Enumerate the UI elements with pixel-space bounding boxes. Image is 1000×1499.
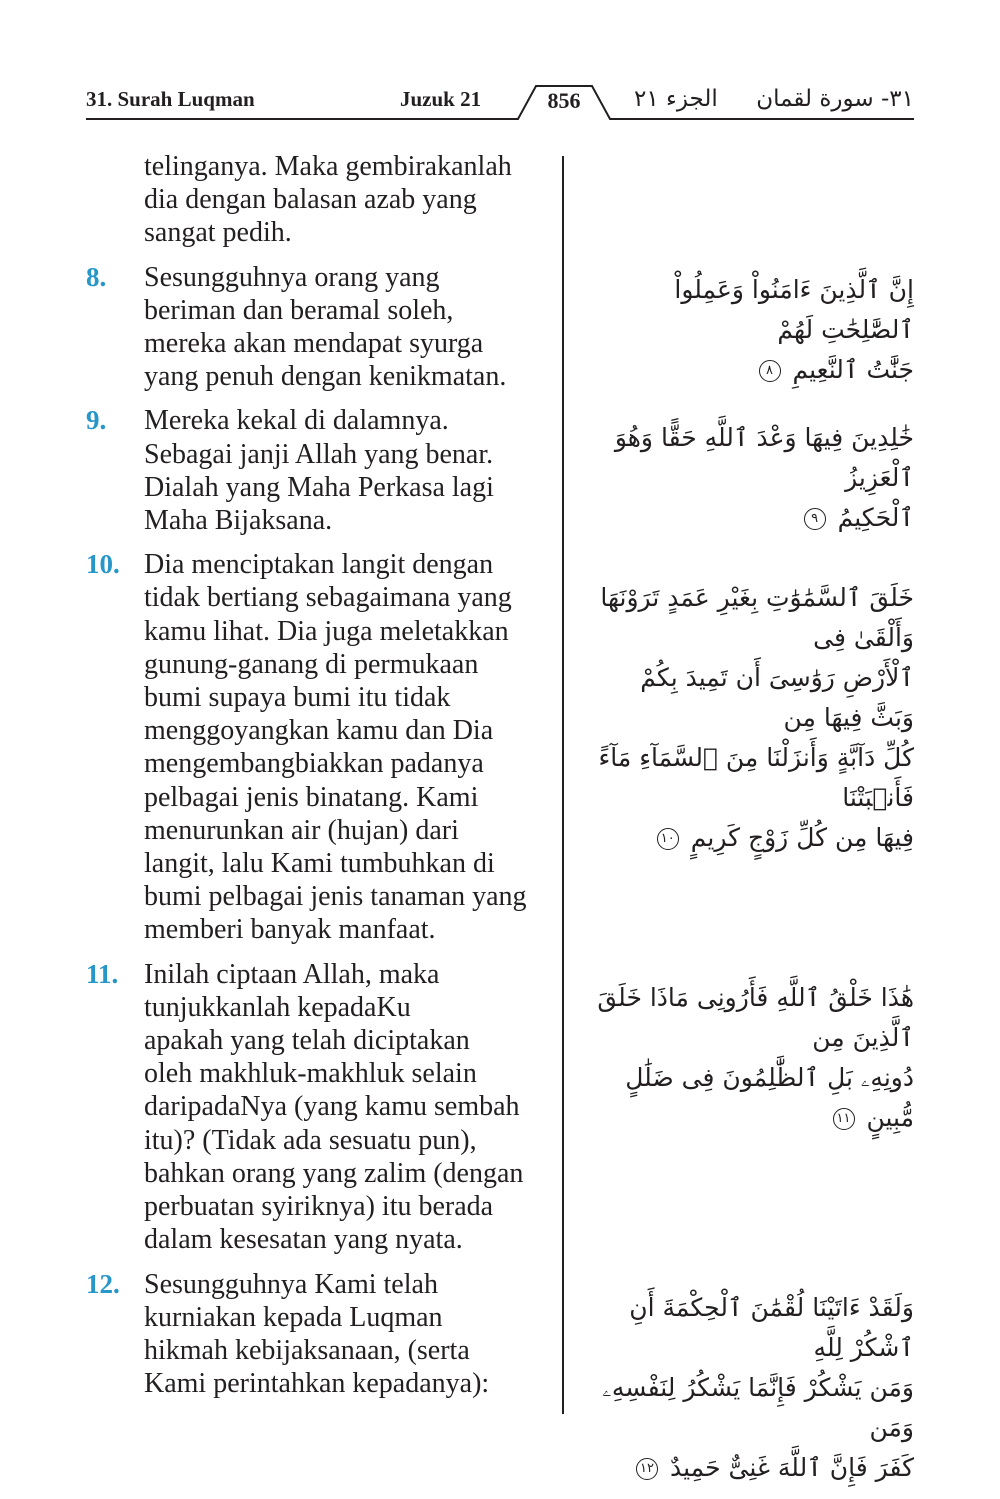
verse-9 [86, 404, 558, 537]
verse-8 [86, 261, 558, 394]
arabic-verse-11 [594, 978, 914, 1138]
header-juz-arabic: الجزء ٢١ [634, 86, 718, 112]
verse-translation: Dia menciptakan langit dengan tidak bertiang sebagaimana yang kamu lihat. Dia juga meletakkan gunung-ganang di permukaan bumi supaya bumi itu tidak menggoyangkan kamu dan Dia mengembangbiakkan padanya pelbagai jenis binatang. Kami menurunkan air (hujan) dari langit, lalu Kami tumbuhkan di bumi pelbagai jenis tanaman yang memberi banyak manfaat. [144, 549, 527, 946]
verse-number: 10. [86, 549, 120, 580]
ayah-marker: ١١ [833, 1108, 855, 1130]
column-divider [562, 156, 564, 1414]
continuation-text [86, 150, 558, 250]
header-juz-label: Juzuk 21 [400, 87, 482, 111]
verse-translation: telinganya. Maka gembirakanlah dia dengan balasan azab yang sangat pedih. [144, 151, 512, 249]
ayah-marker: ١٠ [657, 828, 679, 850]
arabic-text: خَلَقَ ٱلسَّمَٰوَٰتِ بِغَيْرِ عَمَدٍ تَرَوْنَهَا وَأَلْقَىٰ فِى ٱلْأَرْضِ رَوَٰسِىَ أَن تَمِيدَ بِكُمْ وَبَثَّ فِيهَا مِن كُلِّ دَآبَّةٍ وَأَنزَلْنَا مِنَ ٱلسَّمَآءِ مَآءً فَأَنۢبَتْنَا فِيهَا مِن كُلِّ زَوْجٍ كَرِيمٍ [598, 583, 914, 852]
arabic-text: إِنَّ ٱلَّذِينَ ءَامَنُواْ وَعَمِلُواْ ٱلصَّٰلِحَٰتِ لَهُمْ جَنَّٰتُ ٱلنَّعِيمِ [674, 275, 914, 384]
header-rule [86, 84, 914, 124]
arabic-verse-12 [594, 1288, 914, 1488]
ayah-marker: ١٢ [636, 1458, 658, 1480]
header-surah-title: 31. Surah Luqman [86, 87, 255, 111]
verse-10 [86, 548, 558, 946]
header-surah-arabic: ٣١- سورة لقمان [756, 86, 914, 112]
verse-translation: Inilah ciptaan Allah, maka tunjukkanlah kepadaKu apakah yang telah diciptakan oleh makhluk-makhluk selain daripadaNya (yang kamu sembah itu)? (Tidak ada sesuatu pun), bahkan orang yang zalim (dengan perbuatan syiriknya) itu berada dalam kesesatan yang nyata. [144, 958, 524, 1256]
arabic-verse-10 [594, 578, 914, 858]
arabic-text: هَٰذَا خَلْقُ ٱللَّهِ فَأَرُونِى مَاذَا خَلَقَ ٱلَّذِينَ مِن دُونِهِۦ بَلِ ٱلظَّٰلِمُونَ فِى ضَلَٰلٍ مُّبِينٍ [597, 983, 914, 1132]
ayah-marker: ٩ [804, 508, 826, 530]
verse-11 [86, 958, 558, 1257]
verse-number: 9. [86, 405, 107, 436]
verse-translation: Sesungguhnya orang yang beriman dan beramal soleh, mereka akan mendapat syurga yang penuh dengan kenikmatan. [144, 261, 507, 393]
arabic-verse-9 [594, 418, 914, 538]
verse-number: 8. [86, 261, 107, 292]
translation-column [86, 150, 558, 1411]
verse-number: 11. [86, 958, 119, 989]
verse-number: 12. [86, 1268, 120, 1299]
arabic-text: خَٰلِدِينَ فِيهَا وَعْدَ ٱللَّهِ حَقًّا وَهُوَ ٱلْعَزِيزُ ٱلْحَكِيمُ [614, 423, 914, 532]
verse-translation: Sesungguhnya Kami telah kurniakan kepada Luqman hikmah kebijaksanaan, (serta Kami perintahkan kepadanya): [144, 1268, 490, 1400]
page-number: 856 [547, 88, 581, 113]
page-header [86, 84, 914, 124]
verse-translation: Mereka kekal di dalamnya. Sebagai janji Allah yang benar. Dialah yang Maha Perkasa lagi Maha Bijaksana. [144, 405, 494, 537]
ayah-marker: ٨ [759, 360, 781, 382]
arabic-verse-8 [594, 270, 914, 390]
verse-12 [86, 1268, 558, 1401]
arabic-text: وَلَقَدْ ءَاتَيْنَا لُقْمَٰنَ ٱلْحِكْمَةَ أَنِ ٱشْكُرْ لِلَّهِ وَمَن يَشْكُرْ فَإِنَّمَا يَشْكُرُ لِنَفْسِهِۦ وَمَن كَفَرَ فَإِنَّ ٱللَّهَ غَنِىٌّ حَمِيدٌ [602, 1293, 914, 1482]
